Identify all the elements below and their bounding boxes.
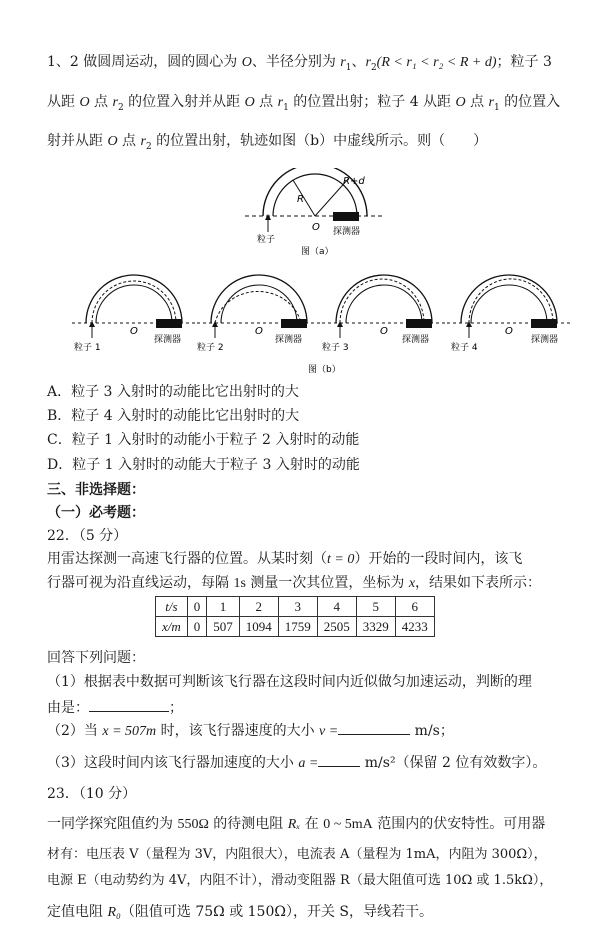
figure-b xyxy=(72,268,572,378)
answer-blank-1[interactable] xyxy=(89,697,169,712)
q22-data-table xyxy=(155,596,435,637)
option-a: A．粒子 3 入射时的动能比它出射时的大 xyxy=(47,384,299,400)
svg-text:O: O xyxy=(505,326,513,337)
q22-prompt: 回答下列问题： xyxy=(47,650,145,666)
svg-text:探测器: 探测器 xyxy=(154,335,182,345)
table-row-t: t/s 0 1 2 3 4 5 6 xyxy=(156,597,435,617)
figure-a xyxy=(235,168,395,258)
option-b: B．粒子 4 入射时的动能比它出射时的大 xyxy=(47,408,300,424)
fig-b-panel-3 xyxy=(322,275,446,353)
fig-b-panel-4 xyxy=(447,275,571,353)
q22-part-1a: （1）根据表中数据可判断该飞行器在这段时间内近似做匀加速运动，判断的理 xyxy=(47,674,532,690)
svg-text:O: O xyxy=(130,326,138,337)
q23-number: 23．（10 分） xyxy=(47,786,137,802)
table-header-t: t/s xyxy=(156,597,188,617)
fig-b-panel-1 xyxy=(72,275,196,353)
fig-b-particle-3: 粒子 3 xyxy=(322,343,349,353)
q23-line-3: 电源 E（电动势约为 4V，内阻不计），滑动变阻器 R（最大阻值可选 10Ω 或 1.5kΩ）， xyxy=(47,873,553,888)
svg-text:O: O xyxy=(380,326,388,337)
q22-line-1: 用雷达探测一高速飞行器的位置。从某时刻（t = 0）开始的一段时间内，该飞 xyxy=(47,551,523,567)
svg-text:探测器: 探测器 xyxy=(531,335,559,345)
svg-text:O: O xyxy=(255,326,263,337)
q22-part-2: （2）当 x = 507m 时，该飞行器速度的大小 v = m/s； xyxy=(47,720,454,742)
fig-a-caption: 图（a） xyxy=(301,247,334,257)
q23-line-2: 材有：电压表 V（量程为 3V，内阻很大），电流表 A（量程为 1mA，内阻为 300Ω）， xyxy=(47,847,547,862)
subsection-title: （一）必考题： xyxy=(47,505,145,521)
answer-blank-3[interactable] xyxy=(318,752,360,767)
fig-a-label-R: R xyxy=(297,194,304,205)
answer-blank-2[interactable] xyxy=(338,720,410,735)
fig-a-particle-label: 粒子 xyxy=(257,235,276,245)
fig-b-particle-4: 粒子 4 xyxy=(451,343,478,353)
fig-b-panel-2 xyxy=(197,275,321,353)
q22-part-3: （3）这段时间内该飞行器加速度的大小 a = m/s²（保留 2 位有效数字）。 xyxy=(47,752,546,774)
q22-part-1b: 由是： ； xyxy=(47,697,183,718)
q23-line-4: 定值电阻 R₀（阻值可选 75Ω 或 150Ω），开关 S，导线若干。 xyxy=(47,904,434,920)
fig-b-particle-1: 粒子 1 xyxy=(74,343,101,353)
intro-line-2: 从距 O 点 $r_2$ 的位置入射并从距 O 点 $r_1$ 的位置出射；粒子 4 从距 O 点 $r_1$ 的位置入 xyxy=(47,94,561,113)
option-c: C．粒子 1 入射时的动能小于粒子 2 入射时的动能 xyxy=(47,432,360,448)
table-header-x: x/m xyxy=(156,617,188,637)
fig-a-label-Rd: R+d xyxy=(343,176,365,187)
option-d: D．粒子 1 入射时的动能大于粒子 3 入射时的动能 xyxy=(47,457,360,473)
q23-line-1: 一同学探究阻值约为 550Ω 的待测电阻 Rₓ 在 0 ~ 5mA 范围内的伏安特性。可用器 xyxy=(47,816,546,832)
intro-line-1: 1、2 做圆周运动，圆的圆心为 O、半径分别为 $r_1$、$r_2(R < r_1 < r_2 < R + d)$；粒子 3 xyxy=(47,54,552,73)
fig-b-particle-2: 粒子 2 xyxy=(197,343,224,353)
svg-text:探测器: 探测器 xyxy=(275,335,303,345)
fig-a-detector-label: 探测器 xyxy=(333,227,361,237)
intro-line-3: 射并从距 O 点 $r_2$ 的位置出射，轨迹如图（b）中虚线所示。则（ ） xyxy=(47,133,488,152)
q22-line-2: 行器可视为沿直线运动，每隔 1s 测量一次其位置，坐标为 x，结果如下表所示： xyxy=(47,575,542,591)
section-title: 三、非选择题： xyxy=(47,482,145,498)
q22-number: 22．（5 分） xyxy=(47,528,128,544)
table-row-x: x/m 0 507 1094 1759 2505 3329 4233 xyxy=(156,617,435,637)
fig-b-caption: 图（b） xyxy=(308,365,341,375)
fig-a-label-O: O xyxy=(312,222,320,233)
svg-text:探测器: 探测器 xyxy=(402,335,430,345)
